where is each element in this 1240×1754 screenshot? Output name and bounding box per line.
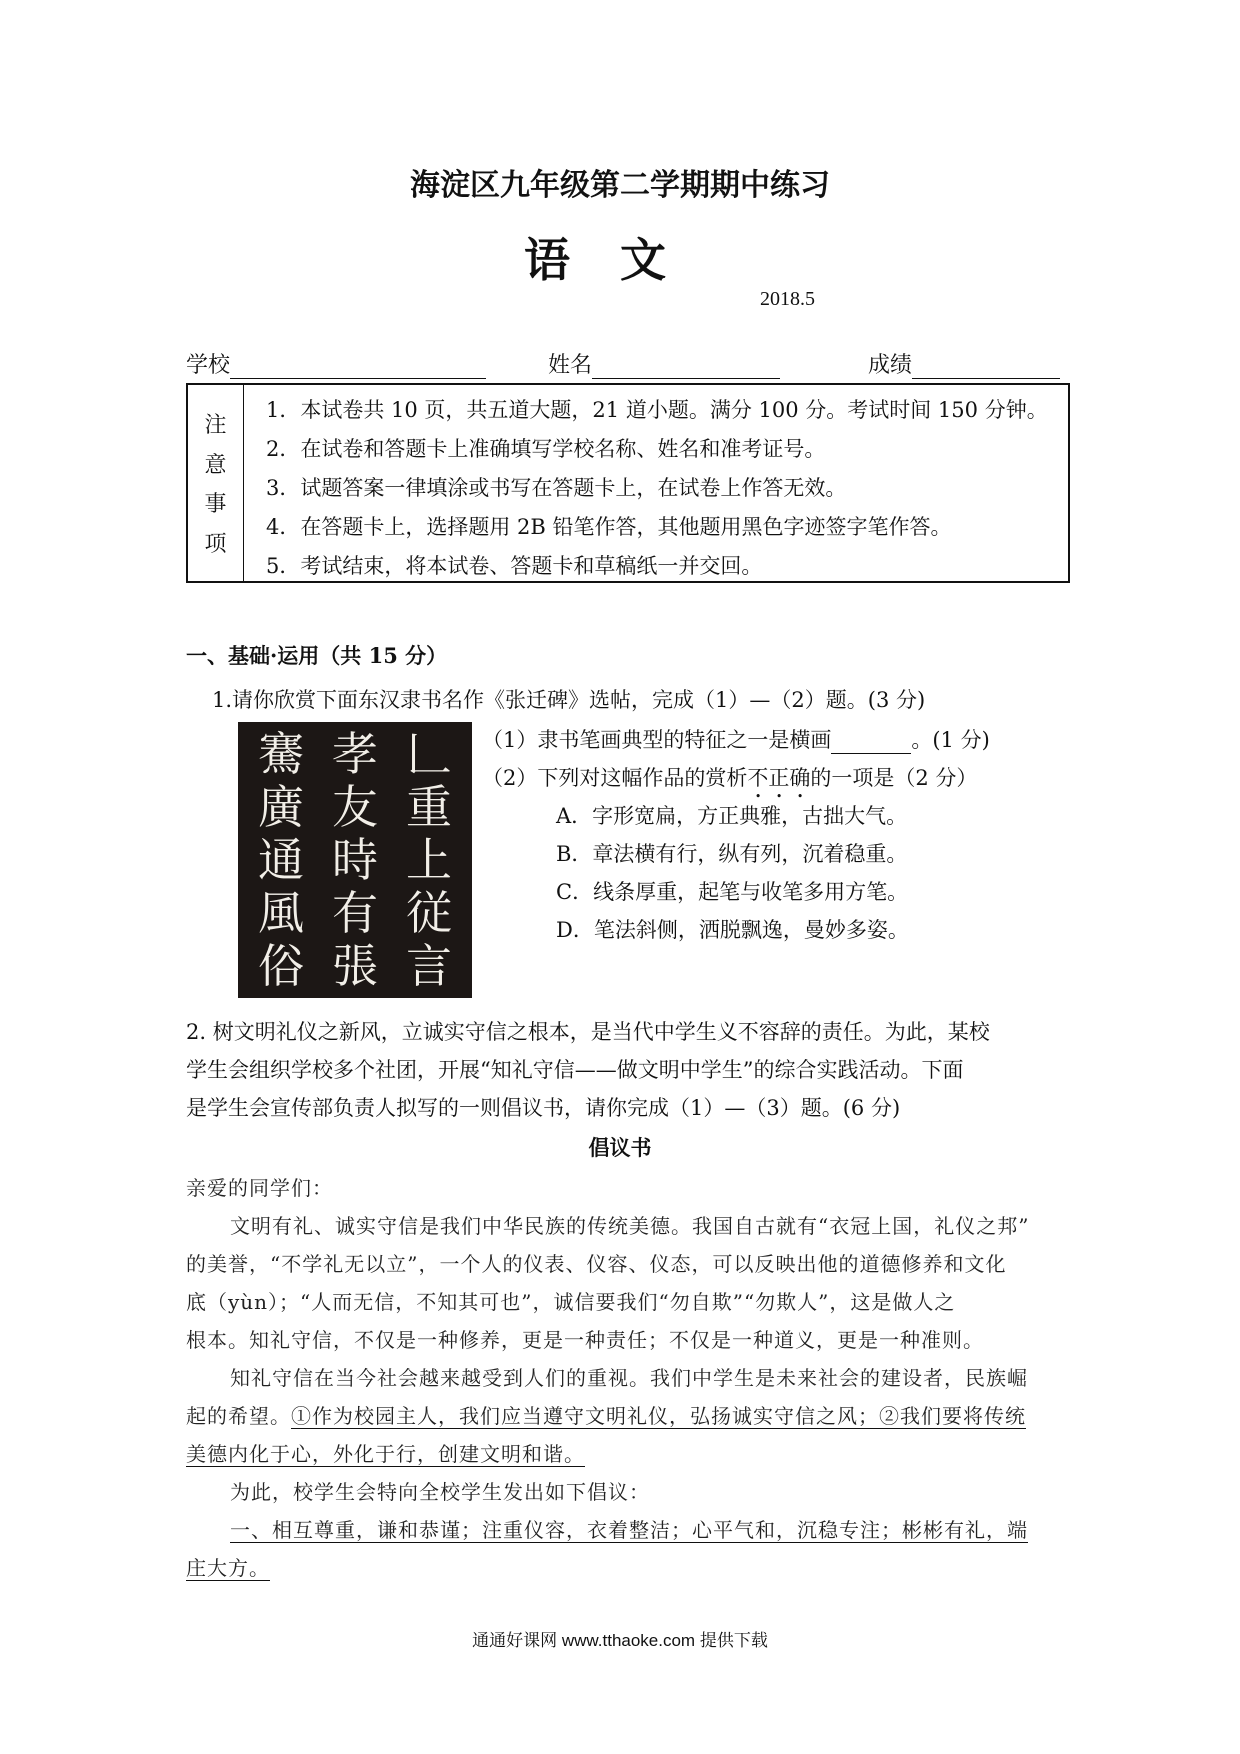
letter-line: 知礼守信在当今社会越来越受到人们的重视。我们中学生是未来社会的建设者，民族崛 <box>230 1366 1028 1390</box>
letter-line: 文明有礼、诚实守信是我们中华民族的传统美德。我国自古就有“衣冠上国，礼仪之邦” <box>230 1214 1030 1238</box>
sub2-text: （2）下列对这幅作品的赏析 <box>482 766 748 790</box>
footer-text: 通通好课网 www.tthaoke.com 提供下载 <box>472 1631 768 1650</box>
notice-item: 5．考试结束，将本试卷、答题卡和草稿纸一并交回。 <box>266 554 763 578</box>
underlined-sentence: 美德内化于心，外化于行，创建文明和谐。 <box>186 1442 585 1466</box>
option-b: B．章法横有行，纵有列，沉着稳重。 <box>556 842 908 866</box>
score-blank <box>912 356 1060 379</box>
calligraphy-char: 風 <box>258 886 304 940</box>
name-field <box>548 348 780 379</box>
school-label: 学校 <box>186 353 231 378</box>
calligraphy-char: 従 <box>406 886 452 940</box>
school-blank <box>230 356 486 379</box>
calligraphy-char: 言 <box>406 939 452 993</box>
letter-line <box>186 1552 270 1581</box>
letter-line: 底（yùn）；“人而无信，不知其可也”，诚信要我们“勿自欺”“勿欺人”，这是做人之 <box>186 1290 956 1314</box>
sub2-points: 的一项是（2 分） <box>810 766 978 790</box>
notice-label-char: 意 <box>204 452 227 478</box>
question-1-sub-1 <box>482 724 990 754</box>
letter-line <box>230 1514 1028 1543</box>
option-a: A．字形宽扁，方正典雅，古拙大气。 <box>556 804 908 828</box>
letter-text: 起的希望。 <box>186 1404 291 1428</box>
school-field <box>186 348 486 379</box>
calligraphy-char: 俗 <box>258 939 304 993</box>
answer-blank <box>831 733 911 754</box>
letter-line: 的美誉，“不学礼无以立”，一个人的仪表、仪容、仪态，可以反映出他的道德修养和文化 <box>186 1252 1007 1276</box>
calligraphy-char: 騫 <box>258 727 304 781</box>
calligraphy-char: 𠃊 <box>406 727 452 781</box>
sub1-points: 。(1 分) <box>911 728 990 752</box>
calligraphy-image <box>238 722 472 998</box>
option-c: C．线条厚重，起笔与收笔多用方笔。 <box>556 880 909 904</box>
sub1-text: （1）隶书笔画典型的特征之一是横画 <box>482 728 832 752</box>
calligraphy-char: 時 <box>332 833 378 887</box>
letter-line: 根本。知礼守信，不仅是一种修养，更是一种责任；不仅是一种道义，更是一种准则。 <box>186 1328 984 1352</box>
notice-item: 3．试题答案一律填涂或书写在答题卡上，在试卷上作答无效。 <box>266 476 847 500</box>
notice-label-char: 注 <box>204 412 227 438</box>
notice-label <box>188 385 244 581</box>
exam-date: 2018.5 <box>760 288 815 310</box>
notice-item: 1．本试卷共 10 页，共五道大题，21 道小题。满分 100 分。考试时间 150 分钟。 <box>266 398 1048 422</box>
question-2-line: 学生会组织学校多个社团，开展“知礼守信——做文明中学生”的综合实践活动。下面 <box>186 1058 964 1082</box>
calligraphy-char: 上 <box>406 833 452 887</box>
calligraphy-char: 重 <box>406 780 452 834</box>
notice-item: 2．在试卷和答题卡上准确填写学校名称、姓名和准考证号。 <box>266 437 826 461</box>
name-blank <box>592 356 780 379</box>
notice-label-char: 项 <box>204 532 227 558</box>
letter-title: 倡议书 <box>588 1135 652 1160</box>
calligraphy-char: 孝 <box>332 727 378 781</box>
section-heading: 一、基础·运用（共 15 分） <box>186 643 448 668</box>
score-field <box>868 348 1060 379</box>
name-label: 姓名 <box>548 353 593 378</box>
notice-item: 4．在答题卡上，选择题用 2B 铅笔作答，其他题用黑色字迹签字笔作答。 <box>266 515 952 539</box>
notice-label-char: 事 <box>204 492 227 518</box>
exam-title: 海淀区九年级第二学期期中练习 <box>410 168 830 203</box>
score-label: 成绩 <box>868 353 913 378</box>
underlined-sentence: 庄大方。 <box>186 1556 270 1580</box>
calligraphy-char: 通 <box>258 833 304 887</box>
notice-box <box>186 383 1070 583</box>
calligraphy-char: 有 <box>332 886 378 940</box>
letter-greeting: 亲爱的同学们： <box>186 1176 333 1200</box>
question-1-stem: 1.请你欣赏下面东汉隶书名作《张迁碑》选帖，完成（1）—（2）题。(3 分) <box>212 688 926 712</box>
letter-line: 为此，校学生会特向全校学生发出如下倡议： <box>230 1480 650 1504</box>
notice-list <box>244 385 1068 581</box>
letter-line <box>186 1400 1026 1429</box>
calligraphy-char: 張 <box>332 939 378 993</box>
calligraphy-char: 廣 <box>258 780 304 834</box>
underlined-sentence: ①作为校园主人，我们应当遵守文明礼仪，弘扬诚实守信之风；②我们要将传统 <box>291 1404 1026 1428</box>
option-d: D．笔法斜侧，洒脱飘逸，曼妙多姿。 <box>556 918 909 942</box>
letter-line <box>186 1438 585 1467</box>
question-2-line: 2. 树文明礼仪之新风，立诚实守信之根本，是当代中学生义不容辞的责任。为此，某校 <box>186 1020 990 1044</box>
question-1-sub-2 <box>482 762 977 803</box>
question-2-line: 是学生会宣传部负责人拟写的一则倡议书，请你完成（1）—（3）题。(6 分) <box>186 1096 901 1120</box>
emphasis-text: 不正确 <box>747 766 811 790</box>
underlined-sentence: 一、相互尊重，谦和恭谨；注重仪容，衣着整洁；心平气和，沉稳专注；彬彬有礼，端 <box>230 1518 1028 1542</box>
calligraphy-char: 友 <box>332 780 378 834</box>
subject-title: 语文 <box>524 233 716 287</box>
